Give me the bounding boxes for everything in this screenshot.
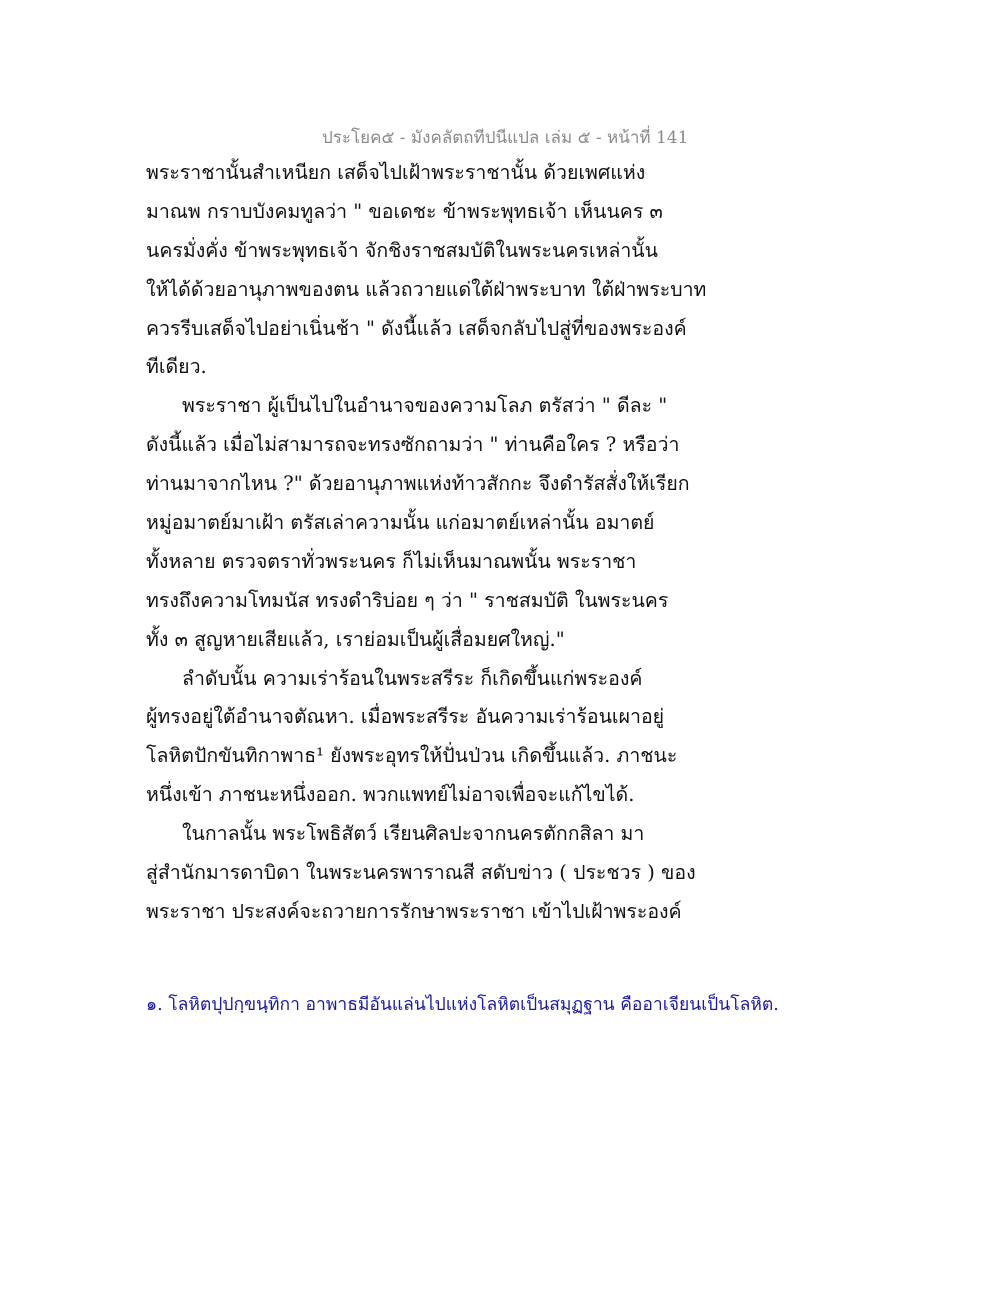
text-line: พระราชานั้นสำเหนียก เสด็จไปเฝ้าพระราชานั้น ด้วยเพศแห่ง <box>146 161 646 184</box>
body-text <box>146 154 766 932</box>
text-line: ทั้งหลาย ตรวจตราทั่วพระนคร ก็ไม่เห็นมาณพนั้น พระราชา <box>146 549 637 573</box>
text-line: ผู้ทรงอยู่ใต้อำนาจตัณหา. เมื่อพระสรีระ อันความเร่าร้อนเผาอยู่ <box>146 705 665 729</box>
text-line: หนึ่งเข้า ภาชนะหนึ่งออก. พวกแพทย์ไม่อาจเพื่อจะแก้ไขได้. <box>146 783 635 807</box>
paragraph-start-line: ในกาลนั้น พระโพธิสัตว์ เรียนศิลปะจากนครตักกสิลา มา <box>182 822 645 846</box>
text-line: ควรรีบเสด็จไปอย่าเนิ่นช้า " ดังนี้แล้ว เสด็จกลับไปสู่ที่ของพระองค์ <box>146 316 687 340</box>
text-line: ท่านมาจากไหน ?" ด้วยอานุภาพแห่งท้าวสักกะ จึงดำรัสสั่งให้เรียก <box>146 472 690 496</box>
text-line: นครมั่งคั่ง ข้าพระพุทธเจ้า จักชิงราชสมบัติในพระนครเหล่านั้น <box>146 238 658 262</box>
footnote: ๑. โลหิตปุปกฺขนฺทิกา อาพาธมีอันแล่นไปแห่งโลหิตเป็นสมุฏฐาน คืออาเจียนเป็นโลหิต. <box>146 995 779 1015</box>
text-line: ให้ได้ด้วยอานุภาพของตน แล้วถวายแด่ใต้ฝ่าพระบาท ใต้ฝ่าพระบาท <box>146 277 707 301</box>
text-line: ทรงถึงความโทมนัส ทรงดำริบ่อย ๆ ว่า " ราชสมบัติ ในพระนคร <box>146 588 669 612</box>
text-line: ดังนี้แล้ว เมื่อไม่สามารถจะทรงซักถามว่า " ท่านคือใคร ? หรือว่า <box>146 433 680 457</box>
running-header: ประโยค๕ - มังคลัตถทีปนีแปล เล่ม ๕ - หน้าที่ 141 <box>322 128 689 148</box>
text-line: สู่สำนักมารดาบิดา ในพระนครพาราณสี สดับข่าว ( ประชวร ) ของ <box>146 861 696 885</box>
text-line: พระราชา ประสงค์จะถวายการรักษาพระราชา เข้าไปเฝ้าพระองค์ <box>146 899 682 923</box>
text-line: ทีเดียว. <box>146 355 207 379</box>
text-line: มาณพ กราบบังคมทูลว่า " ขอเดชะ ข้าพระพุทธเจ้า เห็นนคร ๓ <box>146 199 663 223</box>
text-line: โลหิตปักขันทิกาพาธ¹ ยังพระอุทรให้ปั่นป่วน เกิดขึ้นแล้ว. ภาชนะ <box>146 744 678 768</box>
text-line: ทั้ง ๓ สูญหายเสียแล้ว, เราย่อมเป็นผู้เสื่อมยศใหญ่." <box>146 627 565 651</box>
paragraph-start-line: ลำดับนั้น ความเร่าร้อนในพระสรีระ ก็เกิดขึ้นแก่พระองค์ <box>182 666 643 690</box>
paragraph-start-line: พระราชา ผู้เป็นไปในอำนาจของความโลภ ตรัสว่า " ดีละ " <box>182 394 668 418</box>
text-line: หมู่อมาตย์มาเฝ้า ตรัสเล่าความนั้น แก่อมาตย์เหล่านั้น อมาตย์ <box>146 511 655 535</box>
